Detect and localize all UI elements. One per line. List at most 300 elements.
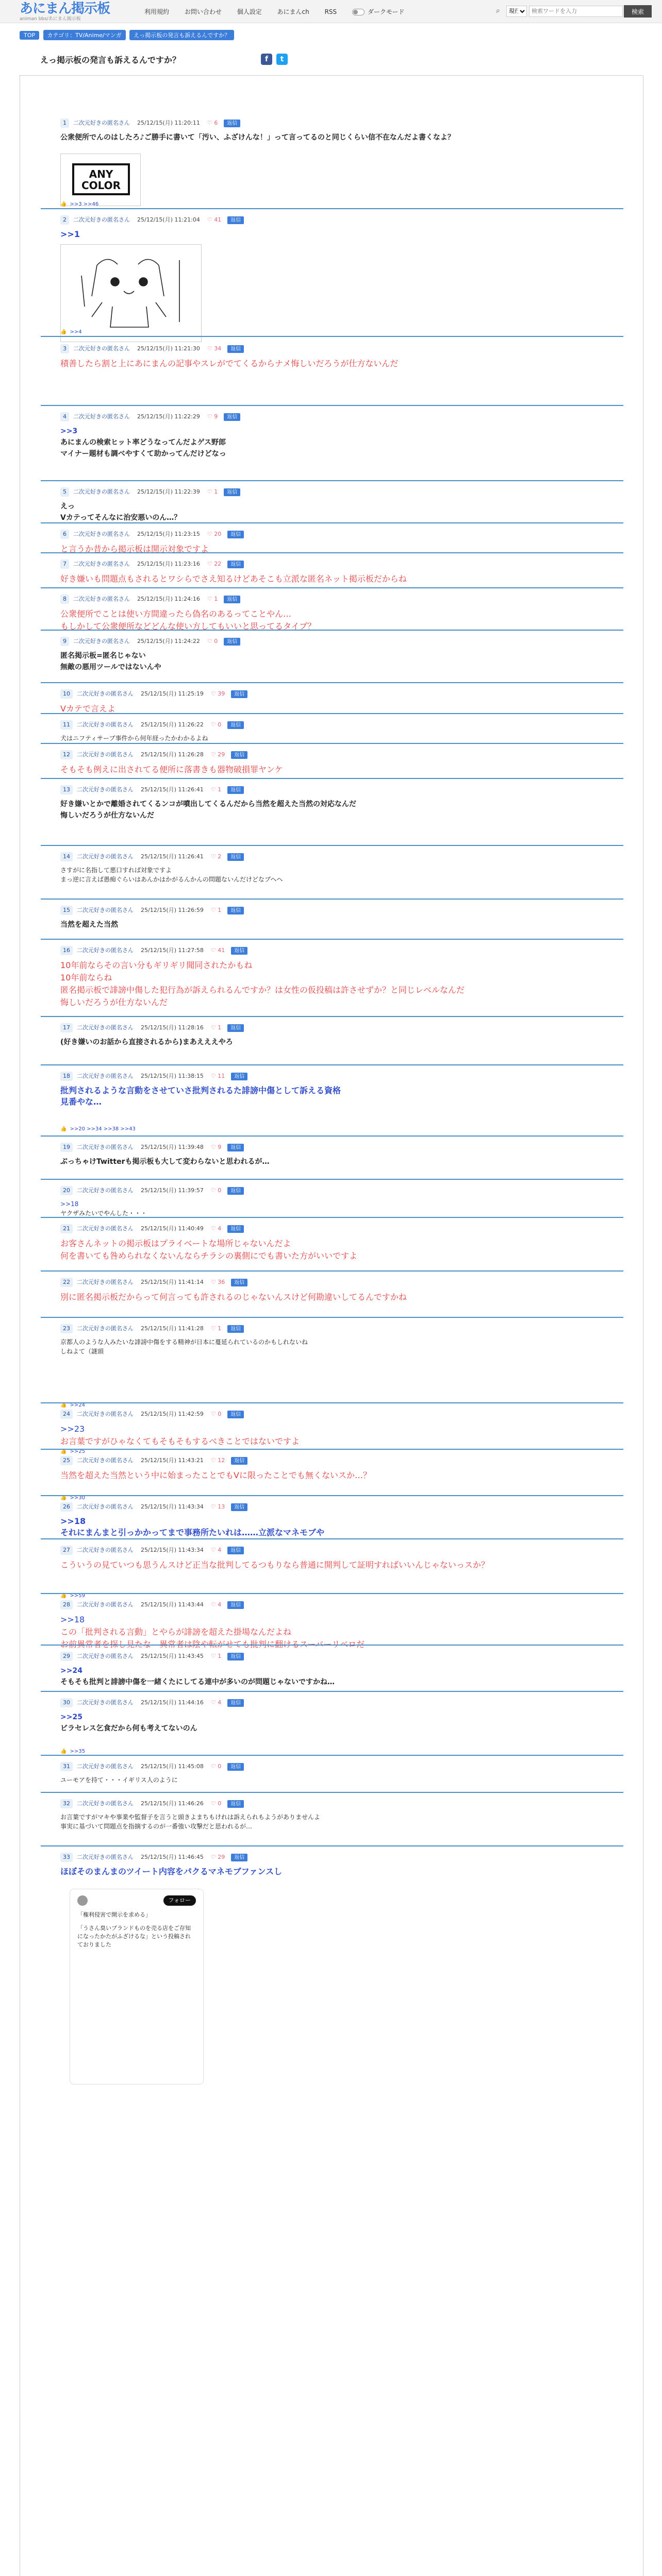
post-line: お客さんネットの掲示板はプライベートな場所じゃないんだよ (60, 1239, 291, 1248)
like-count[interactable]: ♡ 12 (210, 1457, 225, 1464)
post-line: 犬はニフティサーブ事件から何年経ったかわかるよね (60, 735, 208, 742)
reply-button[interactable]: 返信 (227, 1144, 244, 1151)
post-line: Vカテってそんなに治安悪いのん…？ (60, 514, 181, 522)
post-separator (41, 939, 623, 940)
post-separator (41, 743, 623, 744)
post-separator (41, 1691, 623, 1692)
post-separator (41, 1755, 623, 1756)
post-number[interactable]: 22 (60, 1278, 73, 1287)
thread-title: えっ掲示板の発言も訴えるんですか？ (40, 55, 181, 65)
post-body (60, 959, 661, 1009)
poster-name: 二次元好きの匿名さん (77, 1800, 134, 1807)
reply-anchor[interactable]: >>18 (60, 1615, 85, 1624)
poster-name: 二次元好きの匿名さん (77, 1187, 134, 1194)
post-date: 25/12/15(月) 11:24:22 (137, 638, 200, 645)
post-body (60, 1665, 661, 1688)
post-number[interactable]: 25 (60, 1456, 73, 1465)
poster-name: 二次元好きの匿名さん (77, 1763, 134, 1770)
reply-link-list[interactable]: >>30 (70, 1495, 85, 1501)
post-separator (41, 713, 623, 714)
post-date: 25/12/15(月) 11:21:04 (137, 216, 200, 223)
post-line: 別に匿名掲示板だからって何言っても許されるのじゃないんスけど何勘違いしてるんですかね (60, 1292, 407, 1302)
post-header (60, 750, 661, 759)
post-number[interactable]: 7 (60, 560, 69, 569)
post-number[interactable]: 8 (60, 595, 69, 604)
twitter-share-icon[interactable]: t (276, 54, 288, 65)
post-body (60, 1085, 661, 1108)
post-date: 25/12/15(月) 11:41:14 (141, 1279, 204, 1285)
post-header (60, 852, 661, 861)
post-date: 25/12/15(月) 11:23:15 (137, 531, 200, 537)
like-count[interactable]: ♡ 1 (207, 596, 218, 602)
like-count[interactable]: ♡ 2 (210, 853, 222, 860)
poster-name: 二次元好きの匿名さん (73, 561, 130, 567)
post-date: 25/12/15(月) 11:22:39 (137, 488, 200, 495)
search-scope-select[interactable] (506, 6, 527, 17)
post-line: あにまんの検索ヒット率どうなってんだよゲス野郎 (60, 438, 226, 447)
post-line: 公衆便所でんのはしたろ♪ご勝手に書いて「汚い、ふざけんな！」って言ってるのと同じくらい信不在なんだよ書くなよ？ (60, 133, 455, 142)
reply-button[interactable]: 返信 (227, 907, 244, 914)
post-body (60, 1037, 661, 1048)
post-line: 何を書いても咎められなくないんならチラシの裏側にでも書いた方がいいですよ (60, 1251, 358, 1261)
reply-button[interactable]: 返信 (224, 413, 240, 421)
reply-link-list[interactable]: >>3 >>46 (70, 201, 99, 207)
post-header (60, 595, 661, 604)
post-number[interactable]: 18 (60, 1072, 73, 1081)
post (60, 1698, 661, 1754)
like-count[interactable]: ♡ 4 (210, 1601, 222, 1608)
post-date: 25/12/15(月) 11:44:16 (141, 1699, 204, 1706)
tweet-follow-button[interactable]: フォロー (163, 1895, 196, 1906)
poster-name: 二次元好きの匿名さん (77, 1325, 134, 1332)
post-number[interactable]: 1 (60, 118, 69, 128)
post (60, 906, 661, 930)
like-count[interactable]: ♡ 22 (207, 561, 222, 567)
like-count[interactable]: ♡ 4 (210, 1225, 222, 1232)
post-body (60, 1559, 661, 1571)
post-number[interactable]: 27 (60, 1546, 73, 1555)
search-button[interactable]: 検索 (624, 5, 652, 18)
poster-name: 二次元好きの匿名さん (73, 638, 130, 645)
post-date: 25/12/15(月) 11:21:30 (137, 345, 200, 352)
post-body (60, 799, 661, 821)
post-line: まっ逆に言えば愚痴ぐらいはあんかはかがるんかんの問題ないんだけどなブヘヘ (60, 876, 283, 883)
post-number[interactable]: 13 (60, 785, 73, 794)
post-number[interactable]: 33 (60, 1853, 73, 1862)
post-date: 25/12/15(月) 11:22:29 (137, 413, 200, 420)
post-number[interactable]: 9 (60, 637, 69, 646)
post-header (60, 637, 661, 646)
post-number[interactable]: 3 (60, 344, 69, 353)
post-body (60, 1156, 661, 1167)
poster-name: 二次元好きの匿名さん (77, 1457, 134, 1464)
post-body (60, 543, 661, 555)
thumbs-icon: 👍 (60, 1593, 67, 1599)
post-line: 悔しいだろうが仕方ないんだ (60, 997, 168, 1007)
reply-button[interactable]: 返信 (227, 786, 244, 794)
like-count[interactable]: ♡ 39 (210, 690, 225, 697)
thumbs-icon: 👍 (60, 1402, 67, 1408)
poster-name: 二次元好きの匿名さん (73, 488, 130, 495)
reply-button[interactable]: 返信 (227, 1411, 244, 1418)
reply-link-list[interactable]: >>25 (70, 1449, 85, 1454)
post-body (60, 1866, 661, 1877)
post (60, 1224, 661, 1262)
post-line: 匿名掲示板で誹謗中傷した犯行為が訴えられるんですか？は女性の仮投稿は許させずか？と同じレベルなんだ (60, 985, 465, 995)
post-line: 好き嫌いも問題点もされるとワシらでさえ知るけどあそこも立派な匿名ネット掲示板だからね (60, 574, 407, 584)
like-count[interactable]: ♡ 1 (207, 488, 218, 495)
post (60, 1143, 661, 1167)
reply-anchor[interactable]: >>25 (60, 1713, 82, 1721)
post (60, 1502, 661, 1538)
nav-terms[interactable]: 利用規約 (144, 8, 170, 15)
post-number[interactable]: 15 (60, 906, 73, 915)
reply-anchor[interactable]: >>24 (60, 1667, 82, 1675)
tweet-text: 「うさん臭いブランドものを売る店をご存知になったかたがふざけるな」という投稿されておりました (77, 1925, 191, 1948)
post-line: それにまんまと引っかかってまで事務所たいれは……立派なマネモブや (60, 1528, 325, 1537)
post-header (60, 530, 661, 539)
like-count[interactable]: ♡ 1 (210, 907, 222, 913)
post-number[interactable]: 11 (60, 720, 73, 730)
post-separator (41, 480, 623, 481)
post-header (60, 1853, 661, 1862)
reply-button[interactable]: 返信 (227, 1763, 244, 1771)
post-line: ビラセレス乞食だから何も考えてないのん (60, 1724, 197, 1733)
search-input[interactable] (529, 6, 623, 17)
post-header (60, 560, 661, 569)
like-count[interactable]: ♡ 9 (207, 413, 218, 420)
reply-button[interactable]: 返信 (231, 1854, 247, 1861)
post-number[interactable]: 5 (60, 487, 69, 497)
thread-body (20, 75, 643, 2576)
post-number[interactable]: 30 (60, 1698, 73, 1707)
breadcrumb (20, 30, 236, 40)
post-body (60, 1199, 661, 1218)
reply-button[interactable]: 返信 (227, 1024, 244, 1032)
post (60, 1456, 661, 1501)
reply-button[interactable]: 返信 (224, 638, 240, 646)
reply-button[interactable]: 返信 (227, 1800, 244, 1808)
poster-name: 二次元好きの匿名さん (73, 120, 130, 126)
poster-name: 二次元好きの匿名さん (77, 1601, 134, 1608)
post-body (60, 1238, 661, 1262)
post-line: こういうの見ていつも思うんスけど正当な批判してるつもりなら普通に開判して証明すればいいんじゃないっスか？ (60, 1560, 489, 1570)
poster-name: 二次元好きの匿名さん (77, 1279, 134, 1285)
post-body (60, 608, 661, 633)
reply-button[interactable]: 返信 (227, 1325, 244, 1333)
post-body (60, 1423, 661, 1448)
like-count[interactable]: ♡ 0 (207, 638, 218, 645)
like-count[interactable]: ♡ 1 (210, 786, 222, 793)
post-line: しねよて（謎頭 (60, 1348, 104, 1355)
reply-button[interactable]: 返信 (224, 120, 240, 127)
breadcrumb-category[interactable]: カテゴリ：TV/Anime/マンガ (43, 30, 126, 40)
post-number[interactable]: 12 (60, 750, 73, 759)
post-header (60, 487, 661, 497)
reply-links[interactable] (60, 329, 82, 335)
reply-anchor[interactable]: >>23 (60, 1424, 85, 1434)
search-box (496, 5, 654, 18)
like-count[interactable]: ♡ 6 (207, 120, 218, 126)
post-line: えっ (60, 502, 75, 511)
post-number[interactable]: 24 (60, 1410, 73, 1419)
post-date: 25/12/15(月) 11:46:45 (141, 1854, 204, 1860)
poster-name: 二次元好きの匿名さん (73, 413, 130, 420)
post-number[interactable]: 2 (60, 215, 69, 225)
thumbs-icon: 👍 (60, 1449, 67, 1454)
post-date: 25/12/15(月) 11:39:48 (141, 1144, 204, 1150)
post (60, 215, 661, 240)
post-body (60, 1775, 661, 1785)
like-count[interactable]: ♡ 0 (210, 1187, 222, 1194)
poster-name: 二次元好きの匿名さん (77, 1699, 134, 1706)
post-number[interactable]: 6 (60, 530, 69, 539)
reply-links[interactable] (60, 1749, 85, 1754)
post-body (60, 1291, 661, 1303)
post-date: 25/12/15(月) 11:46:26 (141, 1800, 204, 1807)
reply-button[interactable]: 返信 (227, 561, 244, 568)
reply-button[interactable]: 返信 (231, 947, 247, 955)
post-line: 事実に基づいて問題点を指摘するのが一番強い攻撃だと思われるが… (60, 1823, 253, 1830)
post-body (60, 734, 661, 743)
reply-button[interactable]: 返信 (231, 1073, 247, 1080)
reply-anchor[interactable]: >>18 (60, 1516, 86, 1526)
post (60, 1278, 661, 1303)
post-separator (41, 1016, 623, 1017)
like-count[interactable]: ♡ 20 (207, 531, 222, 537)
reply-button[interactable]: 返信 (231, 690, 247, 698)
post-number[interactable]: 4 (60, 412, 69, 421)
reply-button[interactable]: 返信 (224, 596, 240, 603)
post (60, 720, 661, 743)
reply-links[interactable] (60, 201, 98, 207)
like-count[interactable]: ♡ 1 (210, 1653, 222, 1659)
nav-rss[interactable]: RSS (324, 8, 337, 15)
post-number[interactable]: 14 (60, 852, 73, 861)
post-line: 京都人のような人みたいな誹謗中傷をする精神が日本に蔓延られているのかもしれないね (60, 1338, 308, 1346)
like-count[interactable]: ♡ 1 (210, 1325, 222, 1332)
reply-button[interactable]: 返信 (227, 1187, 244, 1195)
post-date: 25/12/15(月) 11:27:58 (141, 947, 204, 954)
reply-button[interactable]: 返信 (231, 751, 247, 759)
post-header (60, 1072, 661, 1081)
like-count[interactable]: ♡ 34 (207, 345, 222, 352)
post (60, 1652, 661, 1688)
reply-link-list[interactable]: >>59 (70, 1593, 85, 1599)
post (60, 1600, 661, 1651)
like-count[interactable]: ♡ 0 (210, 1763, 222, 1770)
post-number[interactable]: 31 (60, 1762, 73, 1771)
reply-anchor[interactable]: >>1 (60, 229, 80, 239)
like-count[interactable]: ♡ 0 (210, 1411, 222, 1417)
reply-button[interactable]: 返信 (227, 345, 244, 353)
reply-button[interactable]: 返信 (227, 1225, 244, 1233)
post-number[interactable]: 28 (60, 1600, 73, 1609)
post-body (60, 1812, 661, 1831)
poster-name: 二次元好きの匿名さん (77, 853, 134, 860)
reply-button[interactable]: 返信 (227, 1699, 244, 1707)
post-number[interactable]: 16 (60, 946, 73, 955)
like-count[interactable]: ♡ 41 (210, 947, 225, 954)
poster-name: 二次元好きの匿名さん (77, 721, 134, 728)
poster-name: 二次元好きの匿名さん (77, 1073, 134, 1079)
reply-button[interactable]: 返信 (227, 1547, 244, 1554)
reply-button[interactable]: 返信 (227, 216, 244, 224)
post-header (60, 785, 661, 794)
post (60, 595, 661, 633)
nav-contact[interactable]: お問い合わせ (184, 8, 222, 15)
like-count[interactable]: ♡ 4 (210, 1547, 222, 1553)
like-count[interactable]: ♡ 9 (210, 1144, 222, 1150)
like-count[interactable]: ♡ 11 (210, 1073, 225, 1079)
like-count[interactable]: ♡ 36 (210, 1279, 225, 1285)
reply-link-list[interactable]: >>35 (70, 1749, 85, 1754)
post-header (60, 1762, 661, 1771)
post-separator (41, 682, 623, 683)
post-separator (41, 208, 623, 209)
post-separator (41, 1270, 623, 1272)
reply-link-list[interactable]: >>4 (70, 329, 82, 335)
reply-button[interactable]: 返信 (227, 1601, 244, 1609)
like-count[interactable]: ♡ 1 (210, 1024, 222, 1031)
post (60, 785, 661, 821)
reply-button[interactable]: 返信 (227, 531, 244, 538)
darkmode-toggle-icon[interactable] (352, 9, 365, 15)
post-image[interactable] (60, 154, 141, 206)
post-number[interactable]: 21 (60, 1224, 73, 1233)
post-date: 25/12/15(月) 11:25:19 (141, 690, 204, 697)
poster-name: 二次元好きの匿名さん (77, 751, 134, 758)
site-logo-text[interactable]: あにまん掲示板 (20, 1, 110, 16)
post-separator (41, 1593, 623, 1594)
reply-link-list[interactable]: >>20 >>34 >>38 >>43 (70, 1126, 136, 1132)
like-count[interactable]: ♡ 0 (210, 1800, 222, 1807)
reply-anchor[interactable]: >>18 (60, 1200, 79, 1208)
post-number[interactable]: 20 (60, 1186, 73, 1195)
facebook-share-icon[interactable]: f (261, 54, 272, 65)
reply-button[interactable]: 返信 (227, 1653, 244, 1660)
post-separator (41, 845, 623, 846)
post-header (60, 1799, 661, 1808)
poster-name: 二次元好きの匿名さん (77, 1503, 134, 1510)
post-separator (41, 405, 623, 406)
post-date: 25/12/15(月) 11:24:16 (137, 596, 200, 602)
post-line: マイナー題材も調べやすくて助かってんだけどなっ (60, 450, 226, 458)
post-header (60, 720, 661, 730)
post-body (60, 650, 661, 673)
like-count[interactable]: ♡ 41 (207, 216, 222, 223)
post-header (60, 946, 661, 955)
post-separator (41, 1792, 623, 1793)
thumbs-icon: 👍 (60, 1495, 67, 1501)
post-separator (41, 1064, 623, 1065)
site-tagline: animan bbs/あにまん掲示板 (20, 16, 81, 22)
post-header (60, 215, 661, 225)
post-line: お言葉ですがひゃなくてもそもそもするべきことではないですよ (60, 1436, 300, 1446)
post-date: 25/12/15(月) 11:26:41 (141, 853, 204, 860)
ascii-art-image[interactable] (60, 244, 202, 342)
post-separator (41, 1217, 623, 1218)
reply-button[interactable]: 返信 (227, 853, 244, 861)
like-count[interactable]: ♡ 13 (210, 1503, 225, 1510)
search-icon: ⌕ (496, 7, 500, 15)
post-date: 25/12/15(月) 11:26:59 (141, 907, 204, 913)
post-body (60, 764, 661, 776)
post-header (60, 1186, 661, 1195)
darkmode-label: ダークモード (367, 8, 405, 15)
post-header (60, 118, 661, 128)
post-number[interactable]: 32 (60, 1799, 73, 1808)
reply-button[interactable]: 返信 (231, 1457, 247, 1465)
site-logo[interactable] (20, 2, 110, 22)
post-line: 匿名掲示板=匿名じゃない (60, 652, 146, 660)
post-date: 25/12/15(月) 11:26:41 (141, 786, 204, 793)
nav-animanch[interactable]: あにまんch (277, 8, 309, 15)
embedded-tweet[interactable] (70, 1889, 204, 2084)
like-count[interactable]: ♡ 0 (210, 721, 222, 728)
breadcrumb-top[interactable]: TOP (20, 31, 39, 40)
post-separator (41, 522, 623, 523)
reply-button[interactable]: 返信 (227, 721, 244, 729)
reply-link-list[interactable]: >>24 (70, 1402, 85, 1408)
post-line: と言うか昔から掲示板は開示対象ですよ (60, 544, 209, 554)
post-date: 25/12/15(月) 11:26:22 (141, 721, 204, 728)
reply-button[interactable]: 返信 (231, 1279, 247, 1286)
tweet-body (77, 1911, 196, 1949)
post-line: ぶっちゃけTwitterも掲示板も大して変わらないと思われるが… (60, 1158, 270, 1166)
nav-settings[interactable]: 個人設定 (237, 8, 262, 15)
post (60, 1799, 661, 1831)
ascii-art-drawing (61, 245, 201, 342)
reply-links[interactable] (60, 1126, 136, 1132)
post-number[interactable]: 26 (60, 1502, 73, 1512)
post-date: 25/12/15(月) 11:45:08 (141, 1763, 204, 1770)
post-line: 積善したら割と上にあにまんの記事やスレがでてくるからナメ悔しいだろうが仕方ないんだ (60, 359, 399, 368)
reply-button[interactable]: 返信 (224, 488, 240, 496)
post-separator (41, 552, 623, 553)
thumbs-icon: 👍 (60, 201, 67, 207)
like-count[interactable]: ♡ 29 (210, 1854, 225, 1860)
post-line: そもそも例えに出されてる便所に落書きも器物破損罪ヤンケ (60, 765, 283, 774)
post-line: そもそも批判と誹謗中傷を一緒くたにしてる連中が多いのが問題じゃないですかね… (60, 1678, 335, 1686)
reply-anchor[interactable]: >>3 (60, 427, 78, 435)
post-body (60, 573, 661, 585)
post-separator (41, 1179, 623, 1180)
like-count[interactable]: ♡ 29 (210, 751, 225, 758)
post-number[interactable]: 29 (60, 1652, 73, 1661)
post-date: 25/12/15(月) 11:43:34 (141, 1547, 204, 1553)
post-number[interactable]: 10 (60, 689, 73, 699)
nav-darkmode[interactable] (352, 8, 405, 15)
post-number[interactable]: 19 (60, 1143, 73, 1152)
post-header (60, 1143, 661, 1152)
post-number[interactable]: 23 (60, 1324, 73, 1333)
post-header (60, 1410, 661, 1419)
post-number[interactable]: 17 (60, 1023, 73, 1032)
post-date: 25/12/15(月) 11:40:49 (141, 1225, 204, 1232)
thread-header (20, 42, 642, 76)
post-body (60, 229, 661, 240)
reply-button[interactable]: 返信 (231, 1503, 247, 1511)
post-date: 25/12/15(月) 11:43:34 (141, 1503, 204, 1510)
like-count[interactable]: ♡ 4 (210, 1699, 222, 1706)
breadcrumb-thread[interactable]: えっ掲示板の発言も訴えるんですか？ (129, 30, 234, 40)
post-separator (41, 778, 623, 779)
post-date: 25/12/15(月) 11:20:11 (137, 120, 200, 126)
post-line: ほぼそのまんまのツイート内容をパクるマネモブファンスし (60, 1867, 283, 1876)
poster-name: 二次元好きの匿名さん (77, 1024, 134, 1031)
post-line: もしかして公衆便所などどんな使い方してもいいと思ってるタイプ？ (60, 621, 316, 631)
